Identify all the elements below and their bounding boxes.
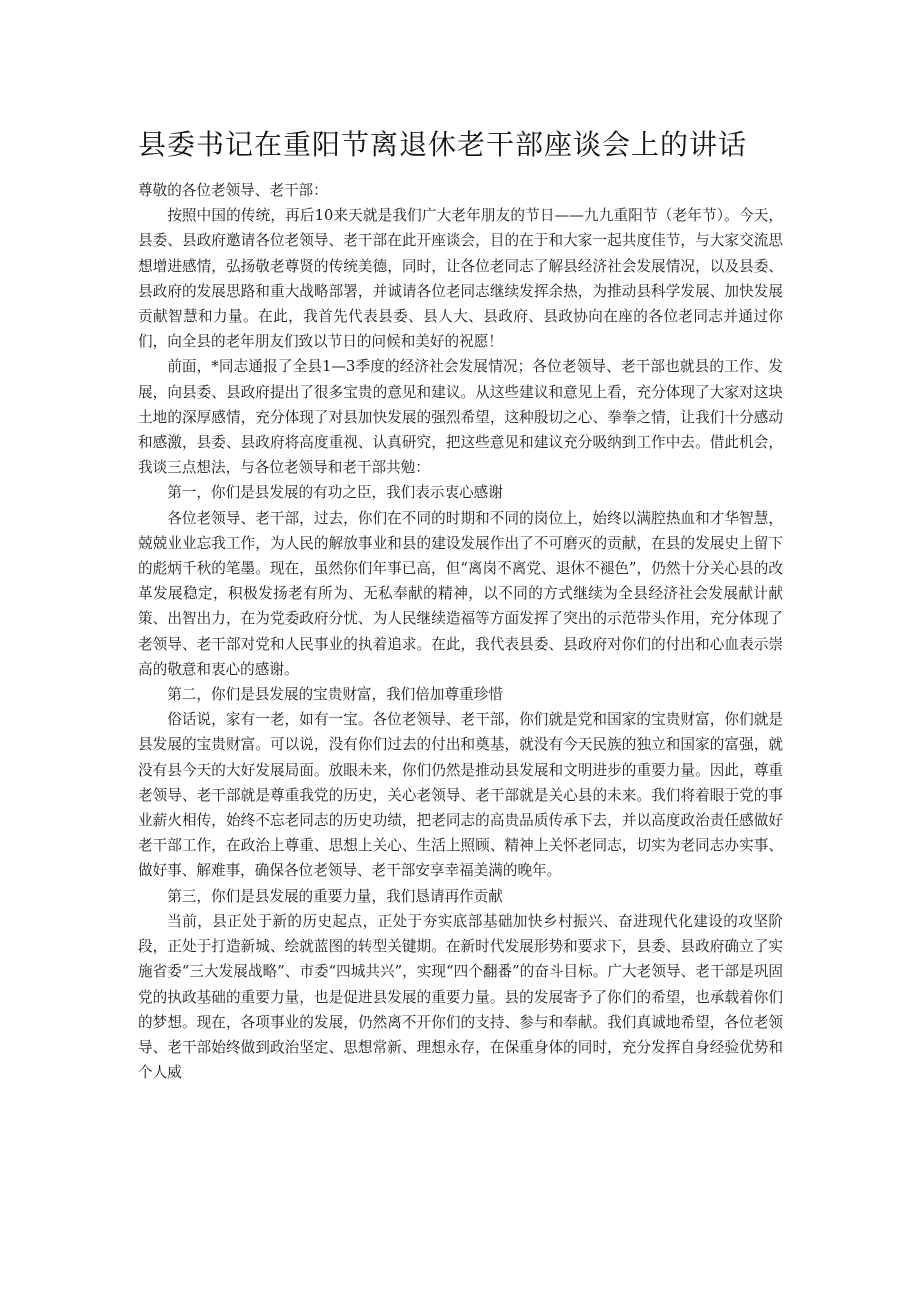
salutation: 尊敬的各位老领导、老干部： (138, 182, 328, 199)
paragraph-third: 当前，县正处于新的历史起点，正处于夯实底部基础加快乡村振兴、奋进现代化建设的攻坚阶段，正处于打造新城、绘就蓝图的转型关键期。在新时代发展形势和要求下，县委、县政府确立了实施省委“三大发展战略”、市委“四城共兴”，实现“四个翻番”的奋斗目标。广大老领导、老干部是巩固党的执政基础的重要力量，也是促进县发展的重要力量。县的发展寄予了你们的希望，也承载着你们的梦想。现在，各项事业的发展，仍然离不开你们的支持、参与和奉献。我们真诚地希望，各位老领导、老干部始终做到政治坚定、思想常新、理想永存，在保重身体的同时，充分发挥自身经验优势和个人威 (138, 912, 783, 1082)
document-title: 县委书记在重阳节离退休老干部座谈会上的讲话 (138, 128, 748, 161)
paragraph-feedback: 前面，*同志通报了全县1—3季度的经济社会发展情况；各位老领导、老干部也就县的工作、发展，向县委、县政府提出了很多宝贵的意见和建议。从这些建议和意见上看，充分体现了大家对这块土地的深厚感情，充分体现了对县加快发展的强烈希望，这种殷切之心、拳拳之情，让我们十分感动和感激，县委、县政府将高度重视、认真研究，把这些意见和建议充分吸纳到工作中去。借此机会，我谈三点想法，与各位老领导和老干部共勉： (138, 358, 783, 477)
section-heading-second: 第二，你们是县发展的宝贵财富，我们倍加尊重珍惜 (167, 686, 503, 704)
paragraph-second: 俗话说，家有一老，如有一宝。各位老领导、老干部，你们就是党和国家的宝贵财富，你们就是县发展的宝贵财富。可以说，没有你们过去的付出和奠基，就没有今天民族的独立和国家的富强，就没有县今天的大好发展局面。放眼未来，你们仍然是推动县发展和文明进步的重要力量。因此，尊重老领导、老干部就是尊重我党的历史，关心老领导、老干部就是关心县的未来。我们将着眼于党的事业薪火相传，始终不忘老同志的历史功绩，把老同志的高贵品质传承下去，并以高度政治责任感做好老干部工作，在政治上尊重、思想上关心、生活上照顾、精神上关怀老同志，切实为老同志办实事、做好事、解难事，确保各位老领导、老干部安享幸福美满的晚年。 (138, 711, 783, 880)
document-body (138, 178, 783, 1085)
paragraph-intro: 按照中国的传统，再后10来天就是我们广大老年朋友的节日——九九重阳节（老年节）。今天，县委、县政府邀请各位老领导、老干部在此开座谈会，目的在于和大家一起共度佳节，与大家交流思想增进感情，弘扬敬老尊贤的传统美德，同时，让各位老同志了解县经济社会发展情况，以及县委、县政府的发展思路和重大战略部署，并诚请各位老同志继续发挥余热，为推动县科学发展、加快发展贡献智慧和力量。在此，我首先代表县委、县人大、县政府、县政协向在座的各位老同志并通过你们，向全县的老年朋友们致以节日的问候和美好的祝愿！ (138, 207, 783, 351)
section-heading-third: 第三，你们是县发展的重要力量，我们恳请再作贡献 (167, 887, 503, 905)
paragraph-first: 各位老领导、老干部，过去，你们在不同的时期和不同的岗位上，始终以满腔热血和才华智慧，兢兢业业忘我工作，为人民的解放事业和县的建设发展作出了不可磨灭的贡献，在县的发展史上留下的彪炳千秋的笔墨。现在，虽然你们年事已高，但“离岗不离党、退休不褪色”，仍然十分关心县的改革发展稳定，积极发扬老有所为、无私奉献的精神，以不同的方式继续为全县经济社会发展献计献策、出智出力，在为党委政府分忧、为人民继续造福等方面发挥了突出的示范带头作用，充分体现了老领导、老干部对党和人民事业的执着追求。在此，我代表县委、县政府对你们的付出和心血表示崇高的敬意和衷心的感谢。 (138, 509, 783, 678)
section-heading-first: 第一，你们是县发展的有功之臣，我们表示衷心感谢 (167, 484, 503, 502)
